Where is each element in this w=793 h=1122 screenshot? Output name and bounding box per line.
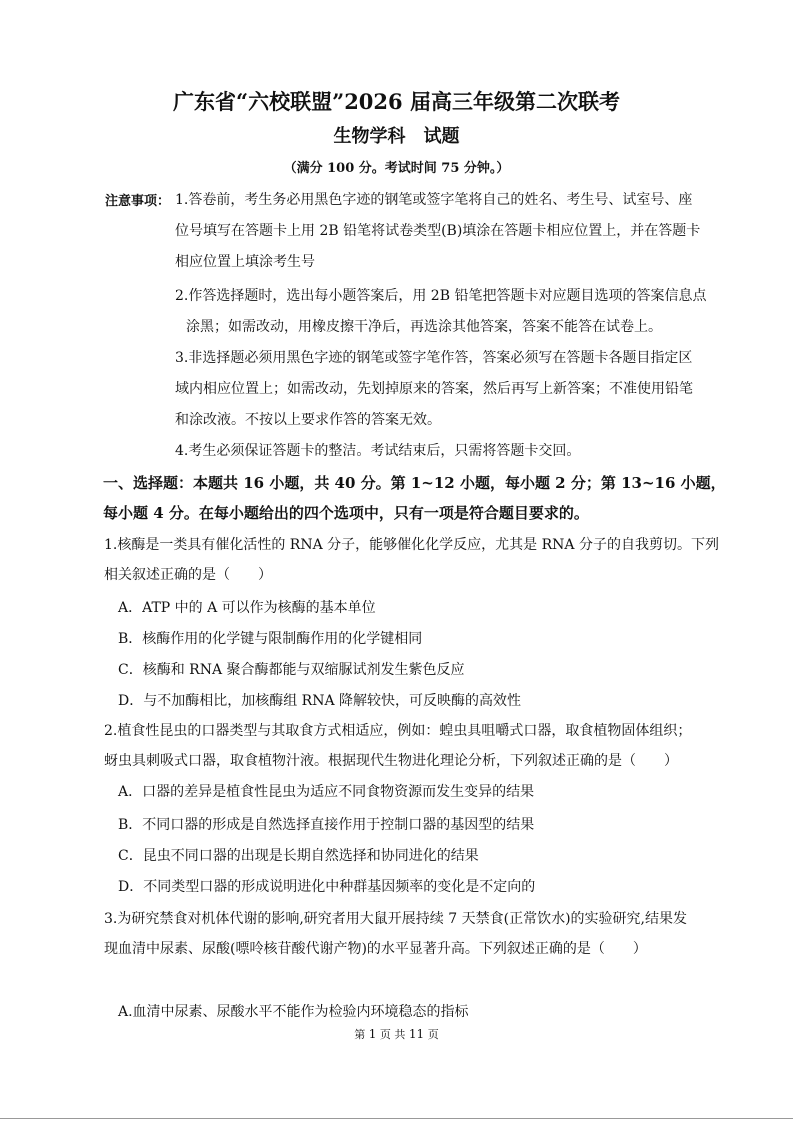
page-bottom-edge xyxy=(0,1118,793,1119)
page-label: 第 xyxy=(354,1028,366,1041)
question-stem: 2.植食性昆虫的口器类型与其取食方式相适应，例如：蝗虫具咀嚼式口器，取食植物固体组织； xyxy=(104,723,692,739)
note-line: 1.答卷前，考生务必用黑色字迹的钢笔或签字笔将自己的姓名、考生号、试室号、座 xyxy=(175,192,693,208)
option-b: B．核酶作用的化学键与限制酶作用的化学键相同 xyxy=(118,631,423,647)
option-a: A.血清中尿素、尿酸水平不能作为检验内环境稳态的指标 xyxy=(118,1004,469,1020)
notes-label: 注意事项： xyxy=(105,194,171,209)
note-line: 4.考生必须保证答题卡的整洁。考试结束后，只需将答题卡交回。 xyxy=(175,443,581,459)
question-stem: 3.为研究禁食对机体代谢的影响,研究者用大鼠开展持续 7 天禁食(正常饮水)的实验研究,结果发 xyxy=(104,911,687,927)
section-line: 每小题 4 分。在每小题给出的四个选项中，只有一项是符合题目要求的。 xyxy=(103,504,589,522)
exam-title: 广东省“六校联盟”2026 届高三年级第二次联考 xyxy=(173,89,620,114)
option-a: A．口器的差异是植食性昆虫为适应不同食物资源而发生变异的结果 xyxy=(118,784,535,800)
page-total: 11 xyxy=(408,1027,425,1041)
option-c: C．昆虫不同口器的出现是长期自然选择和协同进化的结果 xyxy=(118,848,479,864)
note-line: 涂黑；如需改动，用橡皮擦干净后，再选涂其他答案，答案不能答在试卷上。 xyxy=(186,319,662,335)
page-label: 页 共 xyxy=(379,1028,406,1041)
question-stem: 相关叙述正确的是（ ） xyxy=(104,567,272,583)
subject-title: 生物学科 试题 xyxy=(333,126,460,147)
option-a: A．ATP 中的 A 可以作为核酶的基本单位 xyxy=(118,600,376,616)
page-label: 页 xyxy=(427,1028,439,1041)
page-number: 1 xyxy=(368,1027,377,1041)
question-stem: 1.核酶是一类具有催化活性的 RNA 分子，能够催化化学反应，尤其是 RNA 分子的自我剪切。下列 xyxy=(104,537,719,553)
option-d: D．与不加酶相比，加核酶组 RNA 降解较快，可反映酶的高效性 xyxy=(118,693,522,709)
question-stem: 蚜虫具刺吸式口器，取食植物汁液。根据现代生物进化理论分析，下列叙述正确的是（ ） xyxy=(104,753,678,769)
option-c: C．核酶和 RNA 聚合酶都能与双缩脲试剂发生紫色反应 xyxy=(118,662,465,678)
note-line: 2.作答选择题时，选出每小题答案后，用 2B 铅笔把答题卡对应题目选项的答案信息点 xyxy=(175,288,707,304)
section-line: 一、选择题：本题共 16 小题，共 40 分。第 1~12 小题，每小题 2 分；第 13~16 小题， xyxy=(103,474,726,492)
note-line: 3.非选择题必须用黑色字迹的钢笔或签字笔作答，答案必须写在答题卡各题目指定区 xyxy=(175,350,693,366)
note-line: 相应位置上填涂考生号 xyxy=(175,254,315,270)
question-stem: 现血清中尿素、尿酸(嘌呤核苷酸代谢产物)的水平显著升高。下列叙述正确的是（ ） xyxy=(104,941,647,957)
note-line: 位号填写在答题卡上用 2B 铅笔将试卷类型(B)填涂在答题卡相应位置上，并在答题卡 xyxy=(175,223,701,239)
exam-meta: （满分 100 分。考试时间 75 分钟。） xyxy=(283,161,510,176)
note-line: 和涂改液。不按以上要求作答的答案无效。 xyxy=(175,412,441,428)
option-d: D．不同类型口器的形成说明进化中种群基因频率的变化是不定向的 xyxy=(118,879,536,895)
option-b: B．不同口器的形成是自然选择直接作用于控制口器的基因型的结果 xyxy=(118,817,535,833)
note-line: 域内相应位置上；如需改动，先划掉原来的答案，然后再写上新答案；不准使用铅笔 xyxy=(175,381,693,397)
page-footer xyxy=(0,1026,793,1042)
